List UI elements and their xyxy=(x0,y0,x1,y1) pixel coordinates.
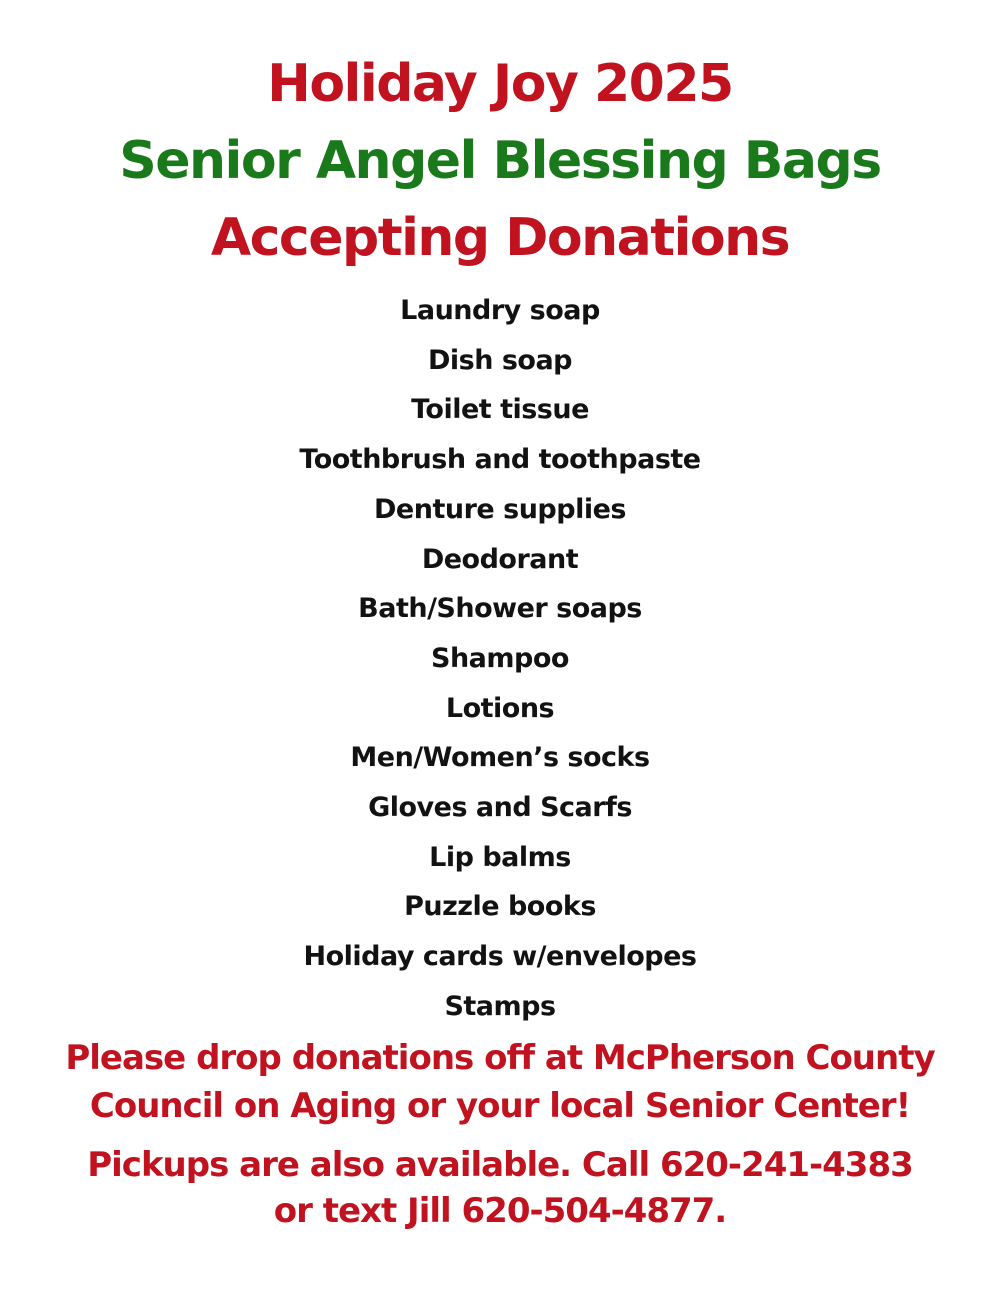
donation-item: Deodorant xyxy=(421,543,579,575)
donation-item: Holiday cards w/envelopes xyxy=(303,941,697,973)
pickup-note-line2: or text Jill 620-504-4877. xyxy=(273,1190,727,1231)
donation-item: Lotions xyxy=(445,692,555,724)
pickup-note xyxy=(0,1142,1000,1234)
donation-items-list xyxy=(0,286,1000,1032)
donation-item: Lip balms xyxy=(429,841,571,873)
donation-item: Shampoo xyxy=(431,642,569,674)
donation-item: Bath/Shower soaps xyxy=(358,593,642,625)
pickup-note-line1: Pickups are also available. Call 620-241-4383 xyxy=(87,1144,913,1185)
donation-item: Gloves and Scarfs xyxy=(368,792,632,824)
flyer-title-line1: Holiday Joy 2025 xyxy=(267,54,733,114)
donation-item: Men/Women’s socks xyxy=(350,742,650,774)
donation-item: Puzzle books xyxy=(404,891,596,923)
donation-item: Stamps xyxy=(444,990,556,1022)
donation-item: Toilet tissue xyxy=(411,394,589,426)
flyer-title-line3: Accepting Donations xyxy=(210,208,790,268)
donation-item: Laundry soap xyxy=(400,295,600,326)
dropoff-note-line2: Council on Aging or your local Senior Center! xyxy=(89,1085,911,1126)
dropoff-note xyxy=(0,1034,1000,1130)
flyer-title-line2: Senior Angel Blessing Bags xyxy=(119,131,881,191)
flyer-footer xyxy=(0,1034,1000,1234)
donation-item: Dish soap xyxy=(427,344,573,376)
donation-item: Toothbrush and toothpaste xyxy=(299,444,701,476)
flyer-title-block xyxy=(0,46,1000,277)
donation-item: Denture supplies xyxy=(374,493,626,525)
dropoff-note-line1: Please drop donations off at McPherson County xyxy=(65,1037,935,1078)
